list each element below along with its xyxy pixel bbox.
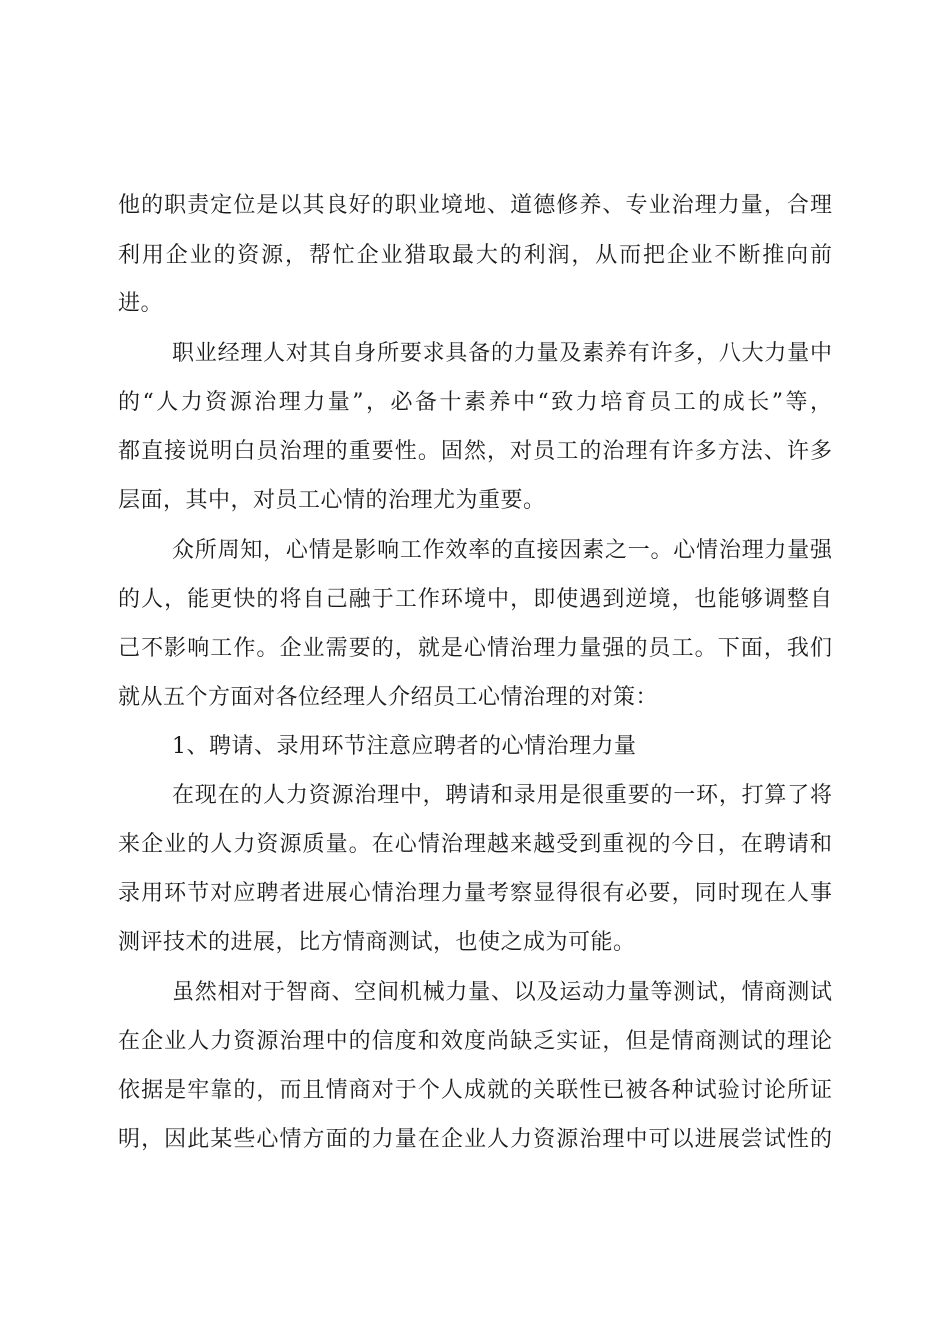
paragraph-line: 都直接说明白员治理的重要性。固然，对员工的治理有许多方法、许多: [118, 439, 832, 464]
paragraph-line: 测评技术的进展，比方情商测试，也使之成为可能。: [118, 930, 636, 955]
paragraph-line: 在企业人力资源治理中的信度和效度尚缺乏实证，但是情商测试的理论: [118, 1029, 832, 1054]
paragraph-line: 就从五个方面对各位经理人介绍员工心情治理的对策：: [118, 685, 659, 710]
paragraph-line: 利用企业的资源，帮忙企业猎取最大的利润，从而把企业不断推向前: [118, 243, 832, 268]
paragraph-line: 职业经理人对其自身所要求具备的力量及素养有许多，八大力量中: [172, 341, 832, 366]
paragraph-line: 虽然相对于智商、空间机械力量、以及运动力量等测试，情商测试: [172, 980, 832, 1005]
paragraph-line: 的人，能更快的将自己融于工作环境中，即使遇到逆境，也能够调整自: [118, 587, 832, 612]
paragraph-line: 的“人力资源治理力量”，必备十素养中“致力培育员工的成长”等，: [118, 390, 832, 415]
paragraph-line: 层面，其中，对员工心情的治理尤为重要。: [118, 488, 546, 513]
paragraph-line: 依据是牢靠的，而且情商对于个人成就的关联性已被各种试验讨论所证: [118, 1078, 832, 1103]
paragraph-line: 录用环节对应聘者进展心情治理力量考察显得很有必要，同时现在人事: [118, 881, 832, 906]
paragraph-line: 众所周知，心情是影响工作效率的直接因素之一。心情治理力量强: [172, 538, 832, 563]
paragraph-line: 进。: [118, 291, 164, 316]
paragraph-line: 在现在的人力资源治理中，聘请和录用是很重要的一环，打算了将: [172, 783, 832, 808]
paragraph-line: 来企业的人力资源质量。在心情治理越来越受到重视的今日，在聘请和: [118, 832, 832, 857]
paragraph-line: 他的职责定位是以其良好的职业境地、道德修养、专业治理力量，合理: [118, 193, 832, 218]
paragraph-line: 明，因此某些心情方面的力量在企业人力资源治理中可以进展尝试性的: [118, 1127, 832, 1152]
paragraph-line: 己不影响工作。企业需要的，就是心情治理力量强的员工。下面，我们: [118, 636, 832, 661]
section-heading: 1、聘请、录用环节注意应聘者的心情治理力量: [172, 734, 637, 759]
